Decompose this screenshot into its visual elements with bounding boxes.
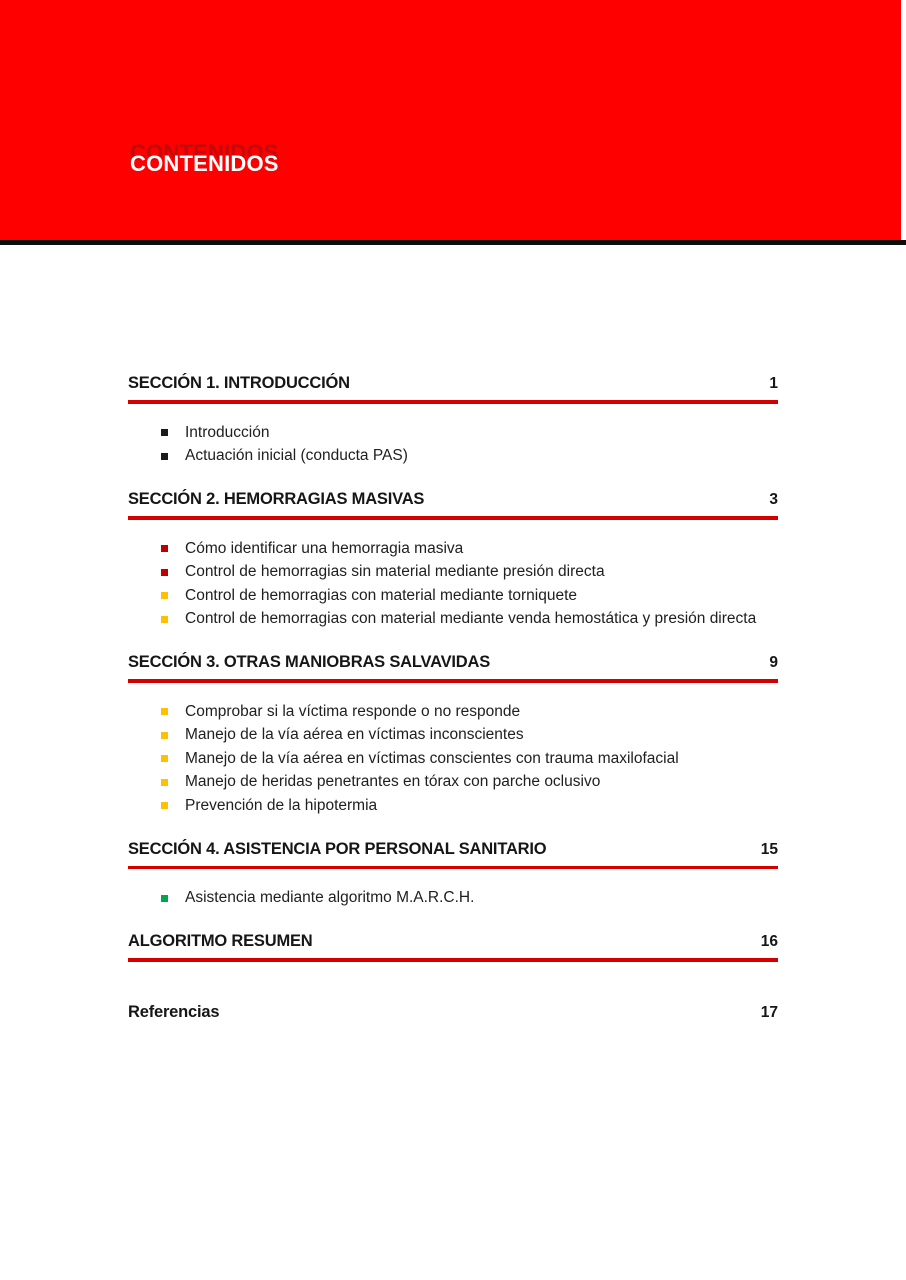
toc-item-label: Comprobar si la víctima responde o no responde: [185, 702, 521, 720]
square-bullet-icon: [161, 545, 168, 552]
section-title: SECCIÓN 4. ASISTENCIA POR PERSONAL SANITARIO: [128, 839, 547, 858]
square-bullet-icon: [161, 802, 168, 809]
toc-item: [128, 702, 778, 722]
toc-item: [128, 586, 778, 606]
toc-section-heading: [128, 931, 778, 952]
section-title: Referencias: [128, 1002, 220, 1021]
section-rule: [128, 866, 778, 870]
toc-section: [128, 373, 778, 466]
section-items: [128, 539, 778, 630]
section-rule: [128, 516, 778, 520]
toc-item-label: Control de hemorragias con material mediante venda hemostática y presión directa: [185, 610, 757, 627]
section-rule: [128, 958, 778, 962]
contents-banner: [0, 0, 901, 240]
page-title: CONTENIDOS: [130, 151, 279, 176]
section-items: [128, 702, 778, 816]
toc-item-label: Manejo de heridas penetrantes en tórax con parche oclusivo: [185, 773, 601, 790]
toc-item: [128, 796, 778, 816]
toc-section: [128, 931, 778, 962]
toc-item: [128, 772, 778, 792]
square-bullet-icon: [161, 616, 168, 623]
section-rule: [128, 400, 778, 404]
black-divider: [0, 240, 906, 245]
section-page-number: 3: [769, 491, 778, 508]
toc-section: [128, 652, 778, 816]
section-page-number: 1: [769, 375, 778, 392]
section-page-number: 15: [760, 840, 778, 858]
square-bullet-icon: [161, 755, 168, 762]
section-items: [128, 423, 778, 467]
toc-item-label: Asistencia mediante algoritmo M.A.R.C.H.: [185, 889, 475, 906]
square-bullet-icon: [161, 453, 168, 460]
section-title: ALGORITMO RESUMEN: [128, 932, 313, 950]
toc-item-label: Actuación inicial (conducta PAS): [185, 447, 408, 464]
toc-section: [128, 839, 778, 909]
section-rule: [128, 679, 778, 683]
section-page-number: 9: [769, 654, 778, 671]
square-bullet-icon: [161, 708, 168, 715]
section-title: SECCIÓN 2. HEMORRAGIAS MASIVAS: [128, 490, 425, 508]
toc: [128, 373, 778, 1023]
toc-item-label: Manejo de la vía aérea en víctimas conscientes con trauma maxilofacial: [185, 749, 679, 767]
toc-item: [128, 609, 778, 629]
toc-item: [128, 749, 778, 769]
toc-item: [128, 888, 778, 908]
square-bullet-icon: [161, 895, 168, 902]
toc-section-heading: [128, 839, 778, 860]
section-page-number: 17: [760, 1003, 778, 1021]
toc-item: [128, 423, 778, 443]
square-bullet-icon: [161, 592, 168, 599]
toc-item-label: Control de hemorragias con material mediante torniquete: [185, 586, 578, 604]
toc-item-label: Introducción: [185, 423, 270, 441]
section-title: SECCIÓN 3. OTRAS MANIOBRAS SALVAVIDAS: [128, 653, 491, 671]
toc-section-heading: [128, 652, 778, 673]
section-items: [128, 888, 778, 908]
toc-item-label: Cómo identificar una hemorragia masiva: [185, 539, 464, 557]
square-bullet-icon: [161, 732, 168, 739]
toc-section-heading: [128, 489, 778, 510]
toc-section-heading: [128, 373, 778, 394]
toc-item: [128, 725, 778, 745]
toc-section: [128, 1002, 778, 1023]
square-bullet-icon: [161, 429, 168, 436]
toc-item-label: Prevención de la hipotermia: [185, 796, 378, 814]
toc-item: [128, 446, 778, 466]
section-page-number: 16: [760, 933, 778, 950]
square-bullet-icon: [161, 569, 168, 576]
square-bullet-icon: [161, 779, 168, 786]
toc-item: [128, 562, 778, 582]
toc-item: [128, 539, 778, 559]
toc-section: [128, 489, 778, 629]
toc-item-label: Control de hemorragias sin material mediante presión directa: [185, 563, 605, 580]
toc-item-label: Manejo de la vía aérea en víctimas inconscientes: [185, 726, 524, 743]
toc-section-heading: [128, 1002, 778, 1023]
section-title: SECCIÓN 1. INTRODUCCIÓN: [128, 374, 350, 392]
